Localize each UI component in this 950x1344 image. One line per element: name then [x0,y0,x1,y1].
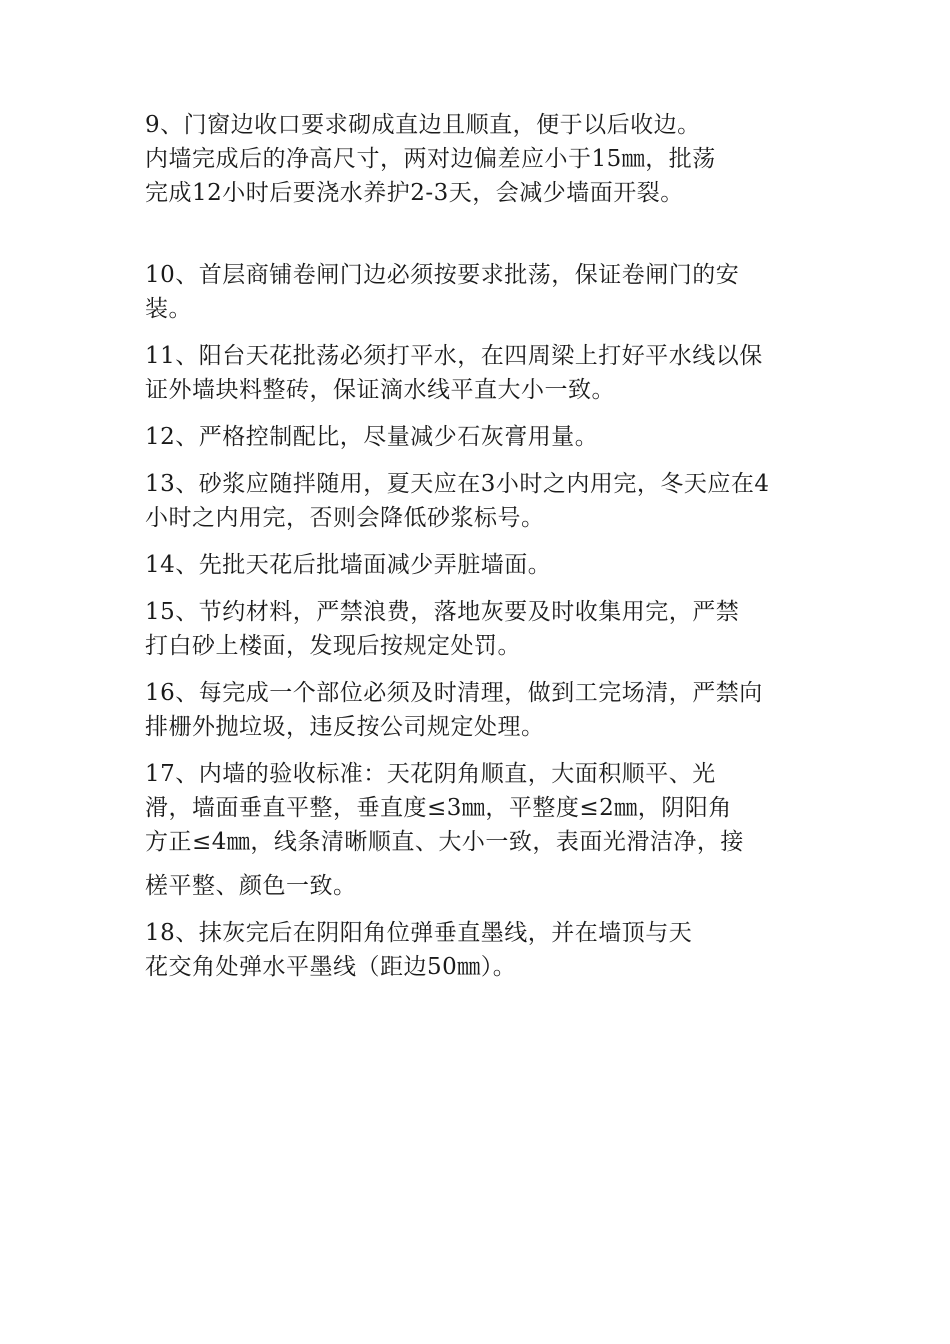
paragraph-item-13 [145,467,805,535]
paragraph-line: 13、砂浆应随拌随用，夏天应在3小时之内用完，冬天应在4 [145,471,770,497]
paragraph-item-14 [145,548,805,582]
paragraph-line: 完成12小时后要浇水养护2-3天，会减少墙面开裂。 [145,180,684,206]
paragraph-item-18 [145,916,805,984]
paragraph-item-15 [145,595,805,663]
paragraph-line: 9、门窗边收口要求砌成直边且顺直，便于以后收边。 [145,112,701,138]
paragraph-line: 12、严格控制配比，尽量减少石灰膏用量。 [145,424,599,450]
paragraph-item-11 [145,339,805,407]
document-body [145,108,805,997]
paragraph-line: 内墙完成后的净高尺寸，两对边偏差应小于15㎜，批荡 [145,146,716,172]
paragraph-line: 小时之内用完，否则会降低砂浆标号。 [145,505,545,531]
paragraph-line: 滑，墙面垂直平整，垂直度≤3㎜，平整度≤2㎜，阴阳角 [145,795,732,821]
paragraph-line: 装。 [145,296,192,322]
paragraph-line: 17、内墙的验收标准：天花阴角顺直，大面积顺平、光 [145,761,716,787]
paragraph-item-17 [145,757,805,903]
paragraph-line: 打白砂上楼面，发现后按规定处罚。 [145,633,521,659]
paragraph-line: 槎平整、颜色一致。 [145,873,357,899]
paragraph-line: 花交角处弹水平墨线（距边50㎜）。 [145,954,517,980]
paragraph-line: 14、先批天花后批墙面减少弄脏墙面。 [145,552,552,578]
paragraph-line: 方正≤4㎜，线条清晰顺直、大小一致，表面光滑洁净，接 [145,829,744,855]
paragraph-item-16 [145,676,805,744]
paragraph-item-12 [145,420,805,454]
paragraph-line: 11、阳台天花批荡必须打平水，在四周梁上打好平水线以保 [145,343,763,369]
paragraph-line: 18、抹灰完后在阴阳角位弹垂直墨线，并在墙顶与天 [145,920,693,946]
paragraph-item-10 [145,258,805,326]
paragraph-line: 排栅外抛垃圾，违反按公司规定处理。 [145,714,545,740]
paragraph-line: 15、节约材料，严禁浪费，落地灰要及时收集用完，严禁 [145,599,740,625]
paragraph-line: 证外墙块料整砖，保证滴水线平直大小一致。 [145,377,615,403]
paragraph-line: 16、每完成一个部位必须及时清理，做到工完场清，严禁向 [145,680,763,706]
paragraph-item-9 [145,108,805,210]
paragraph-line: 10、首层商铺卷闸门边必须按要求批荡，保证卷闸门的安 [145,262,740,288]
